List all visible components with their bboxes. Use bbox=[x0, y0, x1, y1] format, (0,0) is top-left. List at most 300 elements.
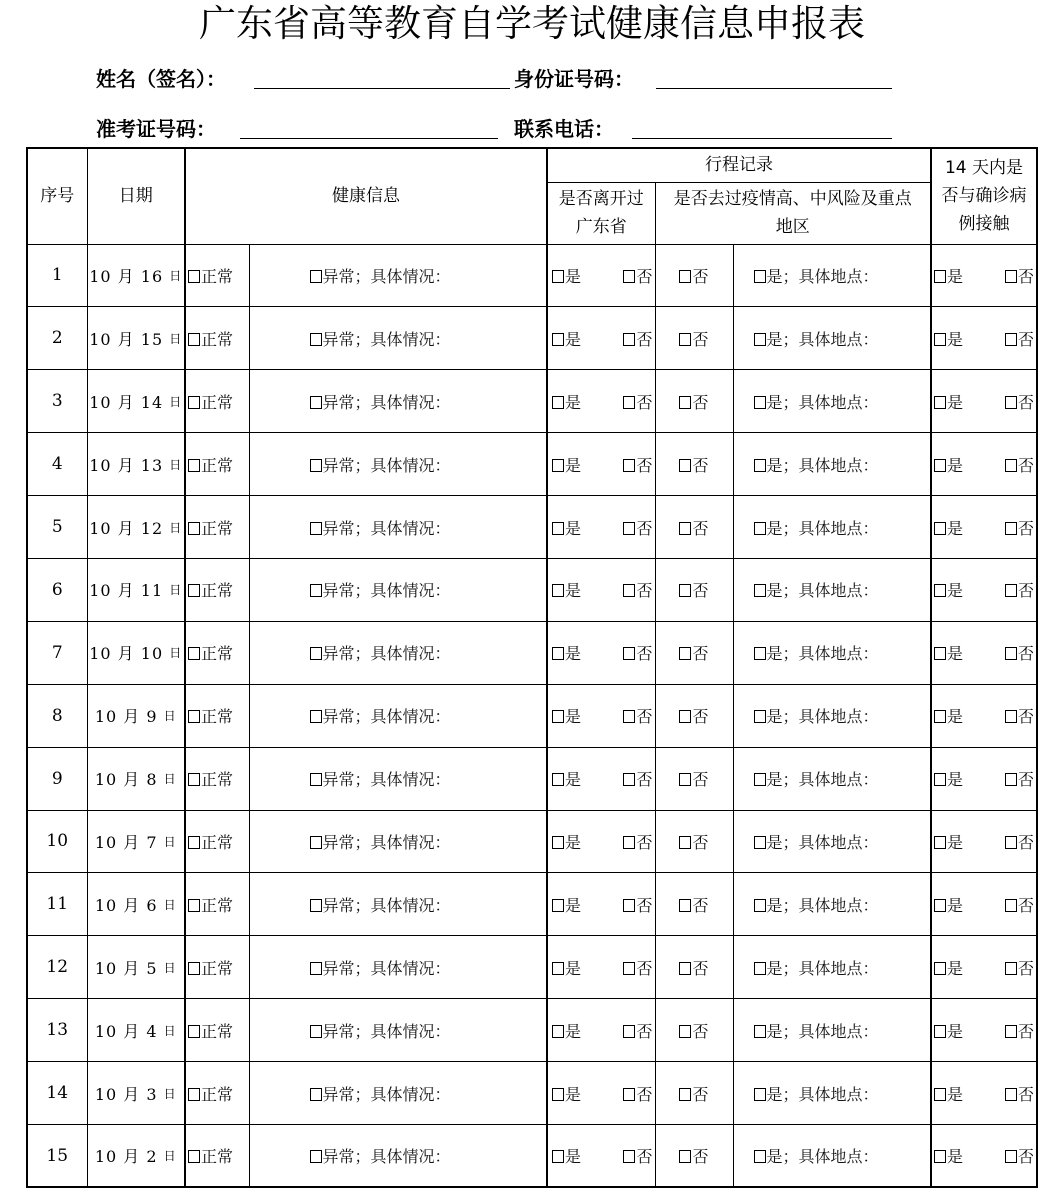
risk-area-no[interactable] bbox=[655, 433, 733, 496]
left-gd-no[interactable] bbox=[623, 264, 652, 287]
left-gd-no[interactable] bbox=[623, 1144, 652, 1167]
checkbox-icon[interactable] bbox=[679, 270, 691, 283]
checkbox-icon[interactable] bbox=[310, 899, 322, 912]
name-blank[interactable] bbox=[254, 88, 510, 89]
checkbox-icon[interactable] bbox=[310, 1150, 322, 1163]
health-abnormal-option[interactable] bbox=[249, 433, 547, 496]
left-gd-no[interactable] bbox=[623, 1019, 652, 1042]
checkbox-icon[interactable] bbox=[310, 396, 322, 409]
checkbox-icon[interactable] bbox=[1005, 647, 1017, 660]
row-date bbox=[87, 747, 185, 810]
contact-yes[interactable] bbox=[934, 390, 963, 413]
left-gd-no[interactable] bbox=[623, 453, 652, 476]
checkbox-icon[interactable] bbox=[188, 836, 200, 849]
left-gd-yes[interactable] bbox=[552, 1144, 581, 1167]
row-seq: 3 bbox=[27, 370, 87, 433]
row-date bbox=[87, 496, 185, 559]
health-abnormal-option[interactable] bbox=[249, 936, 547, 999]
row-date-day: 日 bbox=[169, 646, 183, 661]
health-normal-option[interactable] bbox=[185, 810, 249, 873]
contact-no[interactable] bbox=[1005, 453, 1034, 476]
risk-area-no[interactable] bbox=[655, 621, 733, 684]
contact-options bbox=[931, 558, 1037, 621]
health-normal-option[interactable] bbox=[185, 433, 249, 496]
left-gd-yes[interactable] bbox=[552, 390, 581, 413]
option-label: 是；具体地点： bbox=[766, 581, 879, 601]
risk-area-yes[interactable] bbox=[733, 1062, 931, 1125]
checkbox-icon[interactable] bbox=[1005, 836, 1017, 849]
phone-field[interactable] bbox=[514, 116, 614, 142]
checkbox-icon[interactable] bbox=[1005, 1025, 1017, 1038]
option-label: 是 bbox=[947, 455, 964, 475]
contact-no[interactable] bbox=[1005, 704, 1034, 727]
checkbox-icon[interactable] bbox=[754, 1088, 766, 1101]
left-gd-no[interactable] bbox=[623, 1082, 652, 1105]
left-gd-no[interactable] bbox=[623, 704, 652, 727]
checkbox-icon[interactable] bbox=[552, 1150, 564, 1163]
checkbox-icon[interactable] bbox=[552, 396, 564, 409]
contact-yes[interactable] bbox=[934, 830, 963, 853]
option-label: 异常；具体情况： bbox=[322, 266, 451, 286]
risk-area-yes[interactable] bbox=[733, 558, 931, 621]
row-seq: 4 bbox=[27, 433, 87, 496]
checkbox-icon[interactable] bbox=[552, 584, 564, 597]
health-abnormal-option[interactable] bbox=[249, 307, 547, 370]
health-normal-option[interactable] bbox=[185, 873, 249, 936]
contact-yes[interactable] bbox=[934, 1144, 963, 1167]
left-gd-options bbox=[547, 936, 655, 999]
checkbox-icon[interactable] bbox=[623, 396, 635, 409]
contact-no[interactable] bbox=[1005, 1082, 1034, 1105]
checkbox-icon[interactable] bbox=[754, 522, 766, 535]
checkbox-icon[interactable] bbox=[754, 647, 766, 660]
option-label: 是 bbox=[947, 707, 964, 727]
left-gd-yes[interactable] bbox=[552, 516, 581, 539]
contact-yes[interactable] bbox=[934, 516, 963, 539]
option-label: 是 bbox=[565, 832, 582, 852]
health-normal-option[interactable] bbox=[185, 496, 249, 559]
checkbox-icon[interactable] bbox=[188, 1025, 200, 1038]
checkbox-icon[interactable] bbox=[623, 1150, 635, 1163]
row-date bbox=[87, 1124, 185, 1187]
option-label: 是 bbox=[947, 895, 964, 915]
checkbox-icon[interactable] bbox=[934, 459, 946, 472]
checkbox-icon[interactable] bbox=[310, 270, 322, 283]
option-label: 否 bbox=[636, 518, 653, 538]
risk-area-no[interactable] bbox=[655, 1062, 733, 1125]
health-abnormal-option[interactable] bbox=[249, 684, 547, 747]
contact-no[interactable] bbox=[1005, 390, 1034, 413]
checkbox-icon[interactable] bbox=[188, 584, 200, 597]
checkbox-icon[interactable] bbox=[754, 333, 766, 346]
checkbox-icon[interactable] bbox=[934, 962, 946, 975]
contact-no[interactable] bbox=[1005, 327, 1034, 350]
option-label: 是 bbox=[947, 329, 964, 349]
checkbox-icon[interactable] bbox=[310, 584, 322, 597]
checkbox-icon[interactable] bbox=[552, 1025, 564, 1038]
contact-yes[interactable] bbox=[934, 641, 963, 664]
health-abnormal-option[interactable] bbox=[249, 496, 547, 559]
checkbox-icon[interactable] bbox=[310, 962, 322, 975]
checkbox-icon[interactable] bbox=[1005, 1088, 1017, 1101]
health-abnormal-option[interactable] bbox=[249, 873, 547, 936]
checkbox-icon[interactable] bbox=[1005, 333, 1017, 346]
row-date bbox=[87, 370, 185, 433]
contact-no[interactable] bbox=[1005, 578, 1034, 601]
checkbox-icon[interactable] bbox=[552, 710, 564, 723]
checkbox-icon[interactable] bbox=[623, 459, 635, 472]
phone-blank[interactable] bbox=[632, 138, 892, 139]
row-date-month: 10 月 8 bbox=[94, 770, 158, 790]
contact-no[interactable] bbox=[1005, 641, 1034, 664]
option-label: 否 bbox=[1018, 895, 1035, 915]
health-normal-option[interactable] bbox=[185, 1062, 249, 1125]
checkbox-icon[interactable] bbox=[1005, 773, 1017, 786]
risk-area-yes[interactable] bbox=[733, 684, 931, 747]
risk-area-no[interactable] bbox=[655, 684, 733, 747]
health-abnormal-option[interactable] bbox=[249, 1062, 547, 1125]
row-date bbox=[87, 433, 185, 496]
name-field[interactable] bbox=[96, 66, 226, 92]
risk-area-yes[interactable] bbox=[733, 244, 931, 307]
checkbox-icon[interactable] bbox=[623, 584, 635, 597]
risk-area-no[interactable] bbox=[655, 244, 733, 307]
checkbox-icon[interactable] bbox=[934, 333, 946, 346]
left-gd-yes[interactable] bbox=[552, 1082, 581, 1105]
checkbox-icon[interactable] bbox=[679, 1025, 691, 1038]
risk-area-yes[interactable] bbox=[733, 433, 931, 496]
health-normal-option[interactable] bbox=[185, 621, 249, 684]
checkbox-icon[interactable] bbox=[1005, 522, 1017, 535]
checkbox-icon[interactable] bbox=[310, 522, 322, 535]
checkbox-icon[interactable] bbox=[934, 584, 946, 597]
option-label: 否 bbox=[1018, 644, 1035, 664]
checkbox-icon[interactable] bbox=[552, 1088, 564, 1101]
checkbox-icon[interactable] bbox=[623, 270, 635, 283]
health-abnormal-option[interactable] bbox=[249, 810, 547, 873]
risk-area-yes[interactable] bbox=[733, 1124, 931, 1187]
checkbox-icon[interactable] bbox=[552, 459, 564, 472]
checkbox-icon[interactable] bbox=[310, 1088, 322, 1101]
checkbox-icon[interactable] bbox=[188, 270, 200, 283]
checkbox-icon[interactable] bbox=[623, 710, 635, 723]
left-gd-no[interactable] bbox=[623, 578, 652, 601]
row-date bbox=[87, 1062, 185, 1125]
contact-yes[interactable] bbox=[934, 453, 963, 476]
left-gd-yes[interactable] bbox=[552, 956, 581, 979]
contact-no[interactable] bbox=[1005, 1144, 1034, 1167]
contact-yes[interactable] bbox=[934, 327, 963, 350]
table-row bbox=[27, 684, 1037, 747]
checkbox-icon[interactable] bbox=[934, 1025, 946, 1038]
checkbox-icon[interactable] bbox=[754, 396, 766, 409]
checkbox-icon[interactable] bbox=[679, 1088, 691, 1101]
checkbox-icon[interactable] bbox=[679, 396, 691, 409]
checkbox-icon[interactable] bbox=[679, 710, 691, 723]
risk-area-yes[interactable] bbox=[733, 307, 931, 370]
risk-area-no[interactable] bbox=[655, 999, 733, 1062]
checkbox-icon[interactable] bbox=[754, 459, 766, 472]
left-gd-options bbox=[547, 1124, 655, 1187]
checkbox-icon[interactable] bbox=[934, 270, 946, 283]
risk-area-yes[interactable] bbox=[733, 370, 931, 433]
checkbox-icon[interactable] bbox=[1005, 962, 1017, 975]
risk-area-no[interactable] bbox=[655, 936, 733, 999]
checkbox-icon[interactable] bbox=[623, 647, 635, 660]
checkbox-icon[interactable] bbox=[679, 584, 691, 597]
contact-no[interactable] bbox=[1005, 956, 1034, 979]
health-normal-option[interactable] bbox=[185, 307, 249, 370]
checkbox-icon[interactable] bbox=[552, 522, 564, 535]
table-row bbox=[27, 244, 1037, 307]
checkbox-icon[interactable] bbox=[934, 899, 946, 912]
checkbox-icon[interactable] bbox=[754, 899, 766, 912]
left-gd-yes[interactable] bbox=[552, 767, 581, 790]
risk-area-yes[interactable] bbox=[733, 873, 931, 936]
risk-area-no[interactable] bbox=[655, 558, 733, 621]
checkbox-icon[interactable] bbox=[754, 1150, 766, 1163]
checkbox-icon[interactable] bbox=[754, 773, 766, 786]
left-gd-yes[interactable] bbox=[552, 453, 581, 476]
health-normal-option[interactable] bbox=[185, 999, 249, 1062]
checkbox-icon[interactable] bbox=[188, 899, 200, 912]
row-date bbox=[87, 621, 185, 684]
option-label: 是 bbox=[947, 1147, 964, 1167]
checkbox-icon[interactable] bbox=[310, 647, 322, 660]
contact-yes[interactable] bbox=[934, 1082, 963, 1105]
left-gd-yes[interactable] bbox=[552, 893, 581, 916]
left-gd-no[interactable] bbox=[623, 767, 652, 790]
option-label: 是 bbox=[565, 266, 582, 286]
option-label: 是；具体地点： bbox=[766, 1147, 879, 1167]
left-gd-no[interactable] bbox=[623, 516, 652, 539]
risk-area-no[interactable] bbox=[655, 810, 733, 873]
checkbox-icon[interactable] bbox=[934, 836, 946, 849]
left-gd-no[interactable] bbox=[623, 893, 652, 916]
checkbox-icon[interactable] bbox=[679, 773, 691, 786]
checkbox-icon[interactable] bbox=[310, 459, 322, 472]
option-label: 是；具体地点： bbox=[766, 392, 879, 412]
checkbox-icon[interactable] bbox=[552, 647, 564, 660]
checkbox-icon[interactable] bbox=[310, 710, 322, 723]
contact-options bbox=[931, 496, 1037, 559]
health-normal-option[interactable] bbox=[185, 1124, 249, 1187]
contact-yes[interactable] bbox=[934, 704, 963, 727]
health-abnormal-option[interactable] bbox=[249, 999, 547, 1062]
option-label: 是 bbox=[947, 266, 964, 286]
checkbox-icon[interactable] bbox=[1005, 1150, 1017, 1163]
checkbox-icon[interactable] bbox=[188, 962, 200, 975]
checkbox-icon[interactable] bbox=[679, 459, 691, 472]
checkbox-icon[interactable] bbox=[1005, 584, 1017, 597]
checkbox-icon[interactable] bbox=[623, 836, 635, 849]
checkbox-icon[interactable] bbox=[188, 396, 200, 409]
contact-yes[interactable] bbox=[934, 767, 963, 790]
health-abnormal-option[interactable] bbox=[249, 558, 547, 621]
left-gd-yes[interactable] bbox=[552, 327, 581, 350]
checkbox-icon[interactable] bbox=[188, 333, 200, 346]
checkbox-icon[interactable] bbox=[552, 962, 564, 975]
risk-area-no[interactable] bbox=[655, 370, 733, 433]
checkbox-icon[interactable] bbox=[623, 1025, 635, 1038]
risk-area-no[interactable] bbox=[655, 1124, 733, 1187]
checkbox-icon[interactable] bbox=[679, 333, 691, 346]
checkbox-icon[interactable] bbox=[1005, 710, 1017, 723]
contact-no[interactable] bbox=[1005, 516, 1034, 539]
contact-yes[interactable] bbox=[934, 1019, 963, 1042]
checkbox-icon[interactable] bbox=[679, 647, 691, 660]
header-contact: 14 天内是否与确诊病例接触 bbox=[931, 148, 1037, 244]
checkbox-icon[interactable] bbox=[679, 1150, 691, 1163]
checkbox-icon[interactable] bbox=[679, 962, 691, 975]
left-gd-no[interactable] bbox=[623, 641, 652, 664]
checkbox-icon[interactable] bbox=[1005, 396, 1017, 409]
risk-area-yes[interactable] bbox=[733, 936, 931, 999]
left-gd-yes[interactable] bbox=[552, 1019, 581, 1042]
risk-area-yes[interactable] bbox=[733, 999, 931, 1062]
checkbox-icon[interactable] bbox=[188, 522, 200, 535]
health-abnormal-option[interactable] bbox=[249, 747, 547, 810]
checkbox-icon[interactable] bbox=[934, 522, 946, 535]
contact-options bbox=[931, 370, 1037, 433]
checkbox-icon[interactable] bbox=[754, 1025, 766, 1038]
checkbox-icon[interactable] bbox=[754, 584, 766, 597]
checkbox-icon[interactable] bbox=[1005, 899, 1017, 912]
contact-options bbox=[931, 433, 1037, 496]
left-gd-no[interactable] bbox=[623, 956, 652, 979]
left-gd-yes[interactable] bbox=[552, 830, 581, 853]
checkbox-icon[interactable] bbox=[934, 396, 946, 409]
exam-blank[interactable] bbox=[240, 138, 498, 139]
checkbox-icon[interactable] bbox=[623, 962, 635, 975]
table-row bbox=[27, 558, 1037, 621]
left-gd-yes[interactable] bbox=[552, 264, 581, 287]
checkbox-icon[interactable] bbox=[188, 1150, 200, 1163]
checkbox-icon[interactable] bbox=[552, 773, 564, 786]
checkbox-icon[interactable] bbox=[623, 899, 635, 912]
checkbox-icon[interactable] bbox=[934, 1088, 946, 1101]
left-gd-yes[interactable] bbox=[552, 578, 581, 601]
option-label: 正常 bbox=[201, 329, 234, 349]
contact-yes[interactable] bbox=[934, 578, 963, 601]
option-label: 是 bbox=[947, 958, 964, 978]
checkbox-icon[interactable] bbox=[754, 710, 766, 723]
option-label: 异常；具体情况： bbox=[322, 1021, 451, 1041]
health-normal-option[interactable] bbox=[185, 370, 249, 433]
option-label: 异常；具体情况： bbox=[322, 958, 451, 978]
id-blank[interactable] bbox=[656, 88, 892, 89]
contact-no[interactable] bbox=[1005, 893, 1034, 916]
left-gd-no[interactable] bbox=[623, 390, 652, 413]
checkbox-icon[interactable] bbox=[188, 710, 200, 723]
health-normal-option[interactable] bbox=[185, 684, 249, 747]
checkbox-icon[interactable] bbox=[934, 647, 946, 660]
health-normal-option[interactable] bbox=[185, 747, 249, 810]
row-date bbox=[87, 684, 185, 747]
option-label: 异常；具体情况： bbox=[322, 518, 451, 538]
health-normal-option[interactable] bbox=[185, 558, 249, 621]
option-label: 正常 bbox=[201, 707, 234, 727]
health-abnormal-option[interactable] bbox=[249, 621, 547, 684]
checkbox-icon[interactable] bbox=[552, 899, 564, 912]
checkbox-icon[interactable] bbox=[679, 836, 691, 849]
option-label: 否 bbox=[636, 1021, 653, 1041]
checkbox-icon[interactable] bbox=[934, 1150, 946, 1163]
checkbox-icon[interactable] bbox=[754, 836, 766, 849]
option-label: 异常；具体情况： bbox=[322, 392, 451, 412]
risk-area-yes[interactable] bbox=[733, 621, 931, 684]
checkbox-icon[interactable] bbox=[623, 333, 635, 346]
checkbox-icon[interactable] bbox=[679, 899, 691, 912]
checkbox-icon[interactable] bbox=[310, 773, 322, 786]
checkbox-icon[interactable] bbox=[754, 270, 766, 283]
checkbox-icon[interactable] bbox=[552, 333, 564, 346]
risk-area-yes[interactable] bbox=[733, 810, 931, 873]
left-gd-yes[interactable] bbox=[552, 704, 581, 727]
checkbox-icon[interactable] bbox=[552, 270, 564, 283]
health-abnormal-option[interactable] bbox=[249, 370, 547, 433]
checkbox-icon[interactable] bbox=[623, 773, 635, 786]
health-normal-option[interactable] bbox=[185, 244, 249, 307]
contact-options bbox=[931, 244, 1037, 307]
health-abnormal-option[interactable] bbox=[249, 244, 547, 307]
option-label: 否 bbox=[636, 1147, 653, 1167]
risk-area-yes[interactable] bbox=[733, 496, 931, 559]
exam-field[interactable] bbox=[96, 116, 216, 142]
row-date-day: 日 bbox=[169, 583, 183, 598]
contact-no[interactable] bbox=[1005, 830, 1034, 853]
checkbox-icon[interactable] bbox=[754, 962, 766, 975]
left-gd-no[interactable] bbox=[623, 327, 652, 350]
checkbox-icon[interactable] bbox=[623, 1088, 635, 1101]
risk-area-yes[interactable] bbox=[733, 747, 931, 810]
contact-yes[interactable] bbox=[934, 956, 963, 979]
checkbox-icon[interactable] bbox=[623, 522, 635, 535]
risk-area-no[interactable] bbox=[655, 496, 733, 559]
checkbox-icon[interactable] bbox=[552, 836, 564, 849]
contact-no[interactable] bbox=[1005, 264, 1034, 287]
left-gd-options bbox=[547, 873, 655, 936]
checkbox-icon[interactable] bbox=[679, 522, 691, 535]
checkbox-icon[interactable] bbox=[310, 836, 322, 849]
contact-yes[interactable] bbox=[934, 893, 963, 916]
checkbox-icon[interactable] bbox=[188, 459, 200, 472]
risk-area-no[interactable] bbox=[655, 307, 733, 370]
checkbox-icon[interactable] bbox=[934, 710, 946, 723]
left-gd-no[interactable] bbox=[623, 830, 652, 853]
option-label: 否 bbox=[692, 392, 709, 412]
left-gd-yes[interactable] bbox=[552, 641, 581, 664]
contact-yes[interactable] bbox=[934, 264, 963, 287]
checkbox-icon[interactable] bbox=[310, 1025, 322, 1038]
checkbox-icon[interactable] bbox=[188, 1088, 200, 1101]
contact-no[interactable] bbox=[1005, 767, 1034, 790]
checkbox-icon[interactable] bbox=[188, 647, 200, 660]
row-date bbox=[87, 936, 185, 999]
risk-area-no[interactable] bbox=[655, 873, 733, 936]
checkbox-icon[interactable] bbox=[1005, 270, 1017, 283]
checkbox-icon[interactable] bbox=[310, 333, 322, 346]
id-field[interactable] bbox=[514, 66, 634, 92]
checkbox-icon[interactable] bbox=[188, 773, 200, 786]
risk-area-no[interactable] bbox=[655, 747, 733, 810]
contact-options bbox=[931, 747, 1037, 810]
checkbox-icon[interactable] bbox=[934, 773, 946, 786]
health-abnormal-option[interactable] bbox=[249, 1124, 547, 1187]
checkbox-icon[interactable] bbox=[1005, 459, 1017, 472]
health-normal-option[interactable] bbox=[185, 936, 249, 999]
contact-no[interactable] bbox=[1005, 1019, 1034, 1042]
